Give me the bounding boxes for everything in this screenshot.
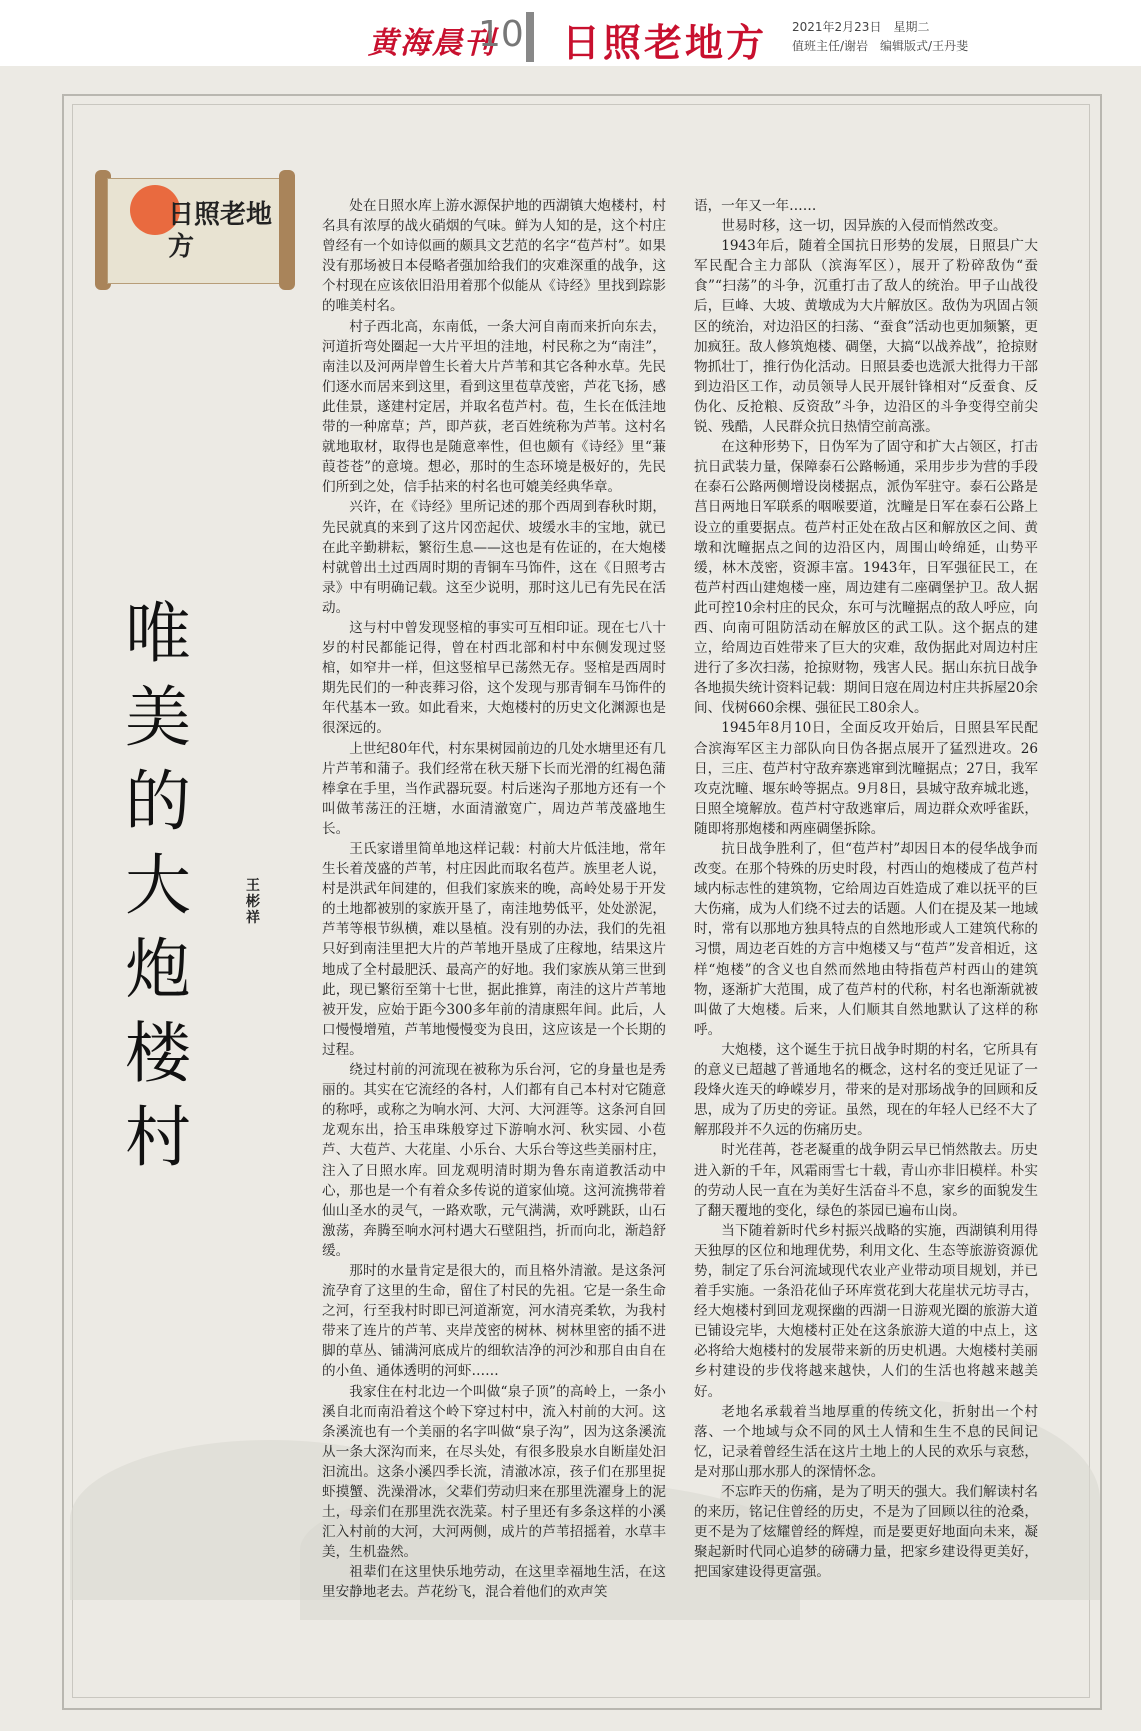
page-number: 10: [478, 14, 524, 55]
title-char: 村: [125, 1099, 191, 1176]
article-title: [118, 592, 198, 1180]
author-char: 祥: [246, 910, 260, 926]
author-char: 彬: [246, 894, 260, 910]
paragraph: 兴许，在《诗经》里所记述的那个西周到春秋时期，先民就真的来到了这片冈峦起伏、坡缓水丰的宝地，就已在此辛勤耕耘，繁衍生息——这也是有佐证的，在大炮楼村就曾出土过西周时期的青铜车马饰件，这在《日照考古录》中有明确记载。这至少说明，那时这儿已有先民在活动。: [322, 499, 666, 616]
article-column-right: [694, 196, 1038, 1582]
paragraph: 世易时移，这一切，因异族的入侵而悄然改变。: [721, 218, 1007, 235]
scroll-roll-right: [279, 170, 295, 290]
paragraph: 那时的水量肯定是很大的，而且格外清澈。是这条河流孕育了这里的生命，留住了村民的先祖。它是一条生命之河，行至我村时即已河道渐宽，河水清亮柔软，为我村带来了连片的芦苇、夹岸茂密的树林、树林里密的插不进脚的草丛、铺满河底成片的细软洁净的河沙和那自由自在的小鱼、通体透明的河虾……: [322, 1262, 666, 1380]
article-column-left: [322, 196, 666, 1603]
title-char: 美: [125, 679, 191, 756]
paragraph: 我家住在村北边一个叫做“泉子顶”的高岭上，一条小溪自北而南沿着这个岭下穿过村中，流入村前的大河。这条溪流也有一个美丽的名字叫做“泉子沟”，因为这条溪流从一条大深沟而来，在尽头处，有很多股泉水自断崖处汩汩流出。这条小溪四季长流，清澈冰凉，孩子们在那里捉虾摸蟹、洗澡滑冰，父辈们劳动归来在那里洗濯身上的泥土，母亲们在那里洗衣洗菜。村子里还有多条这样的小溪汇入村前的大河，大河两侧，成片的芦苇招摇着，水草丰美，生机盎然。: [322, 1383, 666, 1561]
author-char: 王: [246, 878, 260, 894]
paragraph: 这与村中曾发现竖棺的事实可互相印证。现在七八十岁的村民都能记得，曾在村西北部和村中东侧发现过竖棺，如窄井一样，但这竖棺早已荡然无存。竖棺是西周时期先民们的一种丧葬习俗，这个发现与那青铜车马饰件的年代基本一致。如此看来，大炮楼村的历史文化渊源也是很深远的。: [322, 619, 666, 737]
column-logo: [95, 170, 295, 290]
paragraph: 抗日战争胜利了，但“苞芦村”却因日本的侵华战争而改变。在那个特殊的历史时段，村西山的炮楼成了苞芦村域内标志性的建筑物，它给周边百姓造成了难以抚平的巨大伤痛，成为人们绕不过去的话题。人们在提及某一地域时，常有以那地方独具特点的自然地形或人工建筑代称的习惯，周边老百姓的方言中炮楼又与“苞芦”发音相近，这样“炮楼”的含义也自然而然地由特指苞芦村西山的建筑物，逐渐扩大范围，成了苞芦村的代称，村名也渐渐就被叫做了大炮楼。后来，人们顺其自然地默认了这样的称呼。: [694, 841, 1038, 1038]
paragraph: 祖辈们在这里快乐地劳动，在这里幸福地生活，在这里安静地老去。芦花纷飞，混合着他们的欢声笑: [322, 1564, 666, 1601]
logo-text: 日照老地方: [168, 200, 273, 262]
scroll-sheet: [107, 178, 285, 284]
paragraph: 大炮楼，这个诞生于抗日战争时期的村名，它所具有的意义已超越了普通地名的概念，这村名的变迁见证了一段烽火连天的峥嵘岁月，带来的是对那场战争的回顾和反思，成为了历史的旁证。虽然，现在的年轻人已经不大了解那段并不久远的伤痛历史。: [694, 1041, 1038, 1139]
masthead: 黄海晨刊: [368, 26, 496, 61]
header-meta: [792, 18, 968, 56]
page-header: [0, 0, 1141, 67]
title-char: 楼: [125, 1015, 191, 1092]
section-title: 日照老地方: [562, 20, 768, 65]
issue-date: 2021年2月23日 星期二: [792, 20, 930, 34]
title-char: 唯: [125, 595, 191, 672]
paragraph: 不忘昨天的伤痛，是为了明天的强大。我们解读村名的来历，铭记住曾经的历史，不是为了回顾以往的沧桑，更不是为了炫耀曾经的辉煌，而是要更好地面向未来，凝聚起新时代同心追梦的磅礴力量，把家乡建设得更美好，把国家建设得更富强。: [694, 1484, 1038, 1581]
paragraph: 老地名承载着当地厚重的传统文化，折射出一个村落、一个地域与众不同的风土人情和生生不息的民间记忆，记录着曾经生活在这片土地上的人民的欢乐与哀愁，是对那山那水那人的深情怀念。: [694, 1403, 1038, 1480]
paragraph: 村子西北高，东南低，一条大河自南而来折向东去，河道折弯处圈起一大片平坦的洼地，村民称之为“南洼”，南洼以及河两岸曾生长着大片芦苇和其它各种水草。先民们逐水而居来到这里，看到这里苞草茂密，芦花飞扬，感此佳景，遂建村定居，并取名苞芦村。苞，生长在低洼地带的一种席草；芦，即芦荻，老百姓统称为芦苇。这村名就地取材，取得也是随意率性，但也颇有《诗经》里“蒹葭苍苍”的意境。想必，那时的生态环境是极好的，先民们所到之处，信手拈来的村名也可媲美经典华章。: [322, 318, 666, 496]
paragraph: 1945年8月10日，全面反攻开始后，日照县军民配合滨海军区主力部队向日伪各据点展开了猛烈进攻。26日，三庄、苞芦村守敌弃寨逃窜到沈疃据点；27日，我军攻克沈疃、堰东岭等据点。9月8日，县城守敌弃城北逃，日照全境解放。苞芦村守敌逃窜后，周边群众欢呼雀跃，随即将那炮楼和两座碉堡拆除。: [694, 720, 1038, 837]
paragraph: 1943年后，随着全国抗日形势的发展，日照县广大军民配合主力部队（滨海军区），展开了粉碎敌伪“蚕食”“扫荡”的斗争，沉重打击了敌人的统治。甲子山战役后，巨峰、大坡、黄墩成为大片解放区。敌伪为巩固占领区的统治，对边沿区的扫荡、“蚕食”活动也更加频繁，更加疯狂。敌人修筑炮楼、碉堡，大搞“以战养战”，抢掠财物抓壮丁，推行伪化活动。日照县委也选派大批得力干部到边沿区工作，动员领导人民开展针锋相对“反蚕食、反伪化、反抢粮、反资敌”斗争，边沿区的斗争变得空前尖锐、残酷，人民群众抗日热情空前高涨。: [694, 238, 1038, 436]
title-char: 大: [125, 847, 191, 924]
paragraph: 当下随着新时代乡村振兴战略的实施，西湖镇利用得天独厚的区位和地理优势，利用文化、生态等旅游资源优势，制定了乐台河流域现代农业产业带动项目规划，并已着手实施。一条沿花仙子环库赏花到大花崖状元坊寻古，经大炮楼村到回龙观探幽的西湖一日游观光圈的旅游大道已铺设完毕，大炮楼村正处在这条旅游大道的中点上，这必将给大炮楼村的发展带来新的历史机遇。大炮楼村美丽乡村建设的步伐将越来越快，人们的生活也将越来越美好。: [694, 1222, 1038, 1400]
paragraph: 在这种形势下，日伪军为了固守和扩大占领区，打击抗日武装力量，保障泰石公路畅通，采用步步为营的手段在泰石公路两侧增设岗楼据点，派伪军驻守。泰石公路是莒日两地日军联系的咽喉要道，沈疃是日军在泰石公路上设立的重要据点。苞芦村正处在敌占区和解放区之间、黄墩和沈疃据点之间的边沿区内，周围山岭绵延，山势平缓，林木茂密，资源丰富。1943年，日军强征民工，在苞芦村西山建炮楼一座，周边建有二座碉堡护卫。敌人据此可控10余村庄的民众，东可与沈疃据点的敌人呼应，向西、向南可阻防活动在解放区的武工队。这个据点的建立，给周边百姓带来了巨大的灾难，敌伪据此对周边村庄进行了多次扫荡，抢掠财物，残害人民。据山东抗日战争各地损失统计资料记载：期间日寇在周边村庄共拆屋20余间、伐树660余棵、强征民工80余人。: [694, 439, 1038, 717]
title-char: 的: [125, 763, 191, 840]
paragraph: 时光荏苒，苍老凝重的战争阴云早已悄然散去。历史进入新的千年，风霜雨雪七十载，青山亦非旧模样。朴实的劳动人民一直在为美好生活奋斗不息，家乡的面貌发生了翻天覆地的变化，绿色的茶园已遍布山岗。: [694, 1142, 1038, 1219]
header-divider: [526, 12, 534, 62]
paragraph: 王氏家谱里简单地这样记载：村前大片低洼地，常年生长着茂盛的芦苇，村庄因此而取名苞芦。族里老人说，村是洪武年间建的，但我们家族来的晚，高岭处易于开发的土地都被别的家族开垦了，南洼地势低平，处处淤泥，芦苇等根节纵横，难以垦植。没有别的办法，我们的先祖只好到南洼里把大片的芦苇地开垦成了庄稼地，结果这片地成了全村最肥沃、最高产的好地。我们家族从第三世到此，现已繁衍至第十七世，据此推算，南洼的这片芦苇地被开发，应始于距今300多年前的清康熙年间。此后，人口慢慢增殖，芦苇地慢慢变为良田，这应该是一个长期的过程。: [322, 841, 666, 1058]
editor-credits: 值班主任/谢岩 编辑版式/王丹斐: [792, 39, 969, 53]
paragraph-continued: 语，一年又一年……: [694, 198, 817, 214]
paragraph: 上世纪80年代，村东果树园前边的几处水塘里还有几片芦苇和蒲子。我们经常在秋天掰下长而光滑的红褐色蒲棒拿在手里，当作武器玩耍。村后迷沟子那地方还有一个叫做苇荡汪的汪塘，水面清澈宽广，周边芦苇茂盛地生长。: [322, 740, 666, 837]
article-author: [246, 878, 262, 926]
paragraph: 处在日照水库上游水源保护地的西湖镇大炮楼村，村名具有浓厚的战火硝烟的气味。鲜为人知的是，这个村庄曾经有一个如诗似画的颇具文艺范的名字“苞芦村”。如果没有那场被日本侵略者强加给我们的灾难深重的战争，这个村现在应该依旧沿用着那个似能从《诗经》里找到踪影的唯美村名。: [322, 198, 666, 315]
paragraph: 绕过村前的河流现在被称为乐台河，它的身量也是秀丽的。其实在它流经的各村，人们都有自己本村对它随意的称呼，或称之为响水河、大河、大河涯等。这条河自回龙观东出，拾玉串珠般穿过下游响水河、秋实园、小苞芦、大苞芦、大花崖、小乐台、大乐台等这些美丽村庄，注入了日照水库。回龙观明清时期为鲁东南道教活动中心，那也是一个有着众多传说的道家仙境。这河流携带着仙山圣水的灵气，一路欢歌，元气满满，欢呼跳跃，山石激荡，奔腾至响水河村遇大石壁阻挡，折而向北，渐趋舒缓。: [322, 1062, 666, 1259]
title-char: 炮: [125, 931, 191, 1008]
